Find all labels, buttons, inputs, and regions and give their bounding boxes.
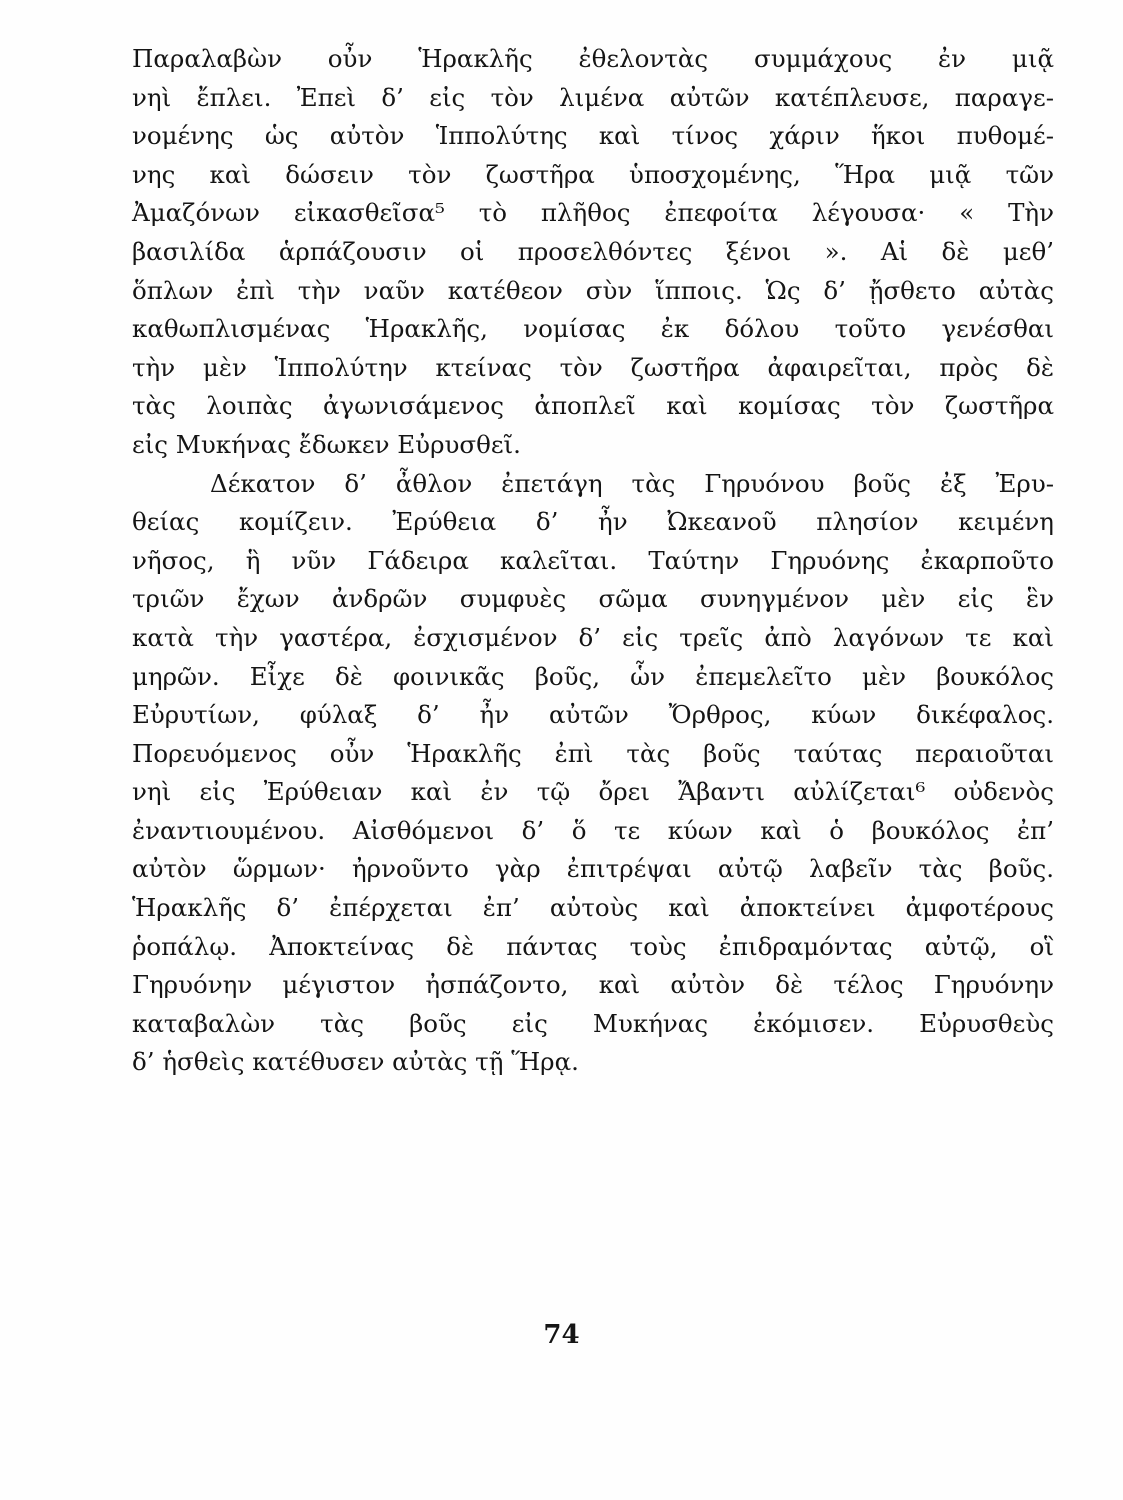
text-line: νῆσος, ἣ νῦν Γάδειρα καλεῖται. Ταύτην Γηρυόνης ἐκαρποῦτο	[132, 545, 1054, 575]
text-line: καθωπλισμένας Ἡρακλῆς, νομίσας ἐκ δόλου τοῦτο γενέσθαι	[132, 314, 1054, 344]
text-line: Ἀμαζόνων εἰκασθεῖσα⁵ τὸ πλῆθος ἐπεφοίτα λέγουσα· « Τὴν	[132, 198, 1054, 228]
text-line: αὐτὸν ὥρμων· ἠρνοῦντο γὰρ ἐπιτρέψαι αὐτῷ λαβεῖν τὰς βοῦς.	[132, 854, 1054, 884]
text-line: μηρῶν. Εἶχε δὲ φοινικᾶς βοῦς, ὧν ἐπεμελεῖτο μὲν βουκόλος	[132, 661, 1054, 691]
text-line: ὅπλων ἐπὶ τὴν ναῦν κατέθεον σὺν ἵπποις. Ὡς δ’ ᾔσθετο αὐτὰς	[132, 275, 1054, 305]
page-number: 74	[543, 1320, 580, 1350]
text-line: ἐναντιουμένου. Αἰσθόμενοι δ’ ὅ τε κύων καὶ ὁ βουκόλος ἐπ’	[132, 815, 1054, 845]
text-line: νης καὶ δώσειν τὸν ζωστῆρα ὑποσχομένης, Ἥρα μιᾷ τῶν	[132, 159, 1054, 189]
main-text	[132, 40, 1054, 1082]
text-line: εἰς Μυκήνας ἔδωκεν Εὐρυσθεῖ.	[132, 429, 521, 459]
text-line: νομένης ὡς αὐτὸν Ἱππολύτης καὶ τίνος χάριν ἥκοι πυθομέ-	[132, 121, 1054, 151]
text-line: θείας κομίζειν. Ἐρύθεια δ’ ἦν Ὠκεανοῦ πλησίον κειμένη	[132, 507, 1054, 537]
text-line: τριῶν ἔχων ἀνδρῶν συμφυὲς σῶμα συνηγμένον μὲν εἰς ἓν	[132, 584, 1054, 614]
text-line: κατὰ τὴν γαστέρα, ἐσχισμένον δ’ εἰς τρεῖς ἀπὸ λαγόνων τε καὶ	[132, 622, 1054, 652]
text-line: Εὐρυτίων, φύλαξ δ’ ἦν αὐτῶν Ὄρθρος, κύων δικέφαλος.	[132, 700, 1054, 730]
text-line: ῥοπάλῳ. Ἀποκτείνας δὲ πάντας τοὺς ἐπιδραμόντας αὐτῷ, οἳ	[132, 931, 1054, 961]
text-line: Γηρυόνην μέγιστον ἠσπάζοντο, καὶ αὐτὸν δὲ τέλος Γηρυόνην	[132, 970, 1054, 1000]
text-line: βασιλίδα ἁρπάζουσιν οἱ προσελθόντες ξένοι ». Αἱ δὲ μεθ’	[132, 236, 1054, 266]
text-line: Παραλαβὼν οὖν Ἡρακλῆς ἐθελοντὰς συμμάχους ἐν μιᾷ	[132, 44, 1054, 73]
text-line: δ’ ἡσθεὶς κατέθυσεν αὐτὰς τῇ Ἥρᾳ.	[132, 1047, 579, 1077]
text-line: νηὶ εἰς Ἐρύθειαν καὶ ἐν τῷ ὄρει Ἄβαντι αὐλίζεται⁶ οὐδενὸς	[132, 777, 1054, 807]
text-line: Πορευόμενος οὖν Ἡρακλῆς ἐπὶ τὰς βοῦς ταύτας περαιοῦται	[132, 738, 1054, 768]
text-line: καταβαλὼν τὰς βοῦς εἰς Μυκήνας ἐκόμισεν. Εὐρυσθεὺς	[132, 1008, 1054, 1038]
text-line: τὰς λοιπὰς ἀγωνισάμενος ἀποπλεῖ καὶ κομίσας τὸν ζωστῆρα	[132, 391, 1054, 421]
text-line: Ἡρακλῆς δ’ ἐπέρχεται ἐπ’ αὐτοὺς καὶ ἀποκτείνει ἀμφοτέρους	[132, 893, 1054, 923]
text-line: νηὶ ἔπλει. Ἐπεὶ δ’ εἰς τὸν λιμένα αὐτῶν κατέπλευσε, παραγε-	[132, 82, 1054, 112]
text-line: τὴν μὲν Ἱππολύτην κτείνας τὸν ζωστῆρα ἀφαιρεῖται, πρὸς δὲ	[132, 352, 1054, 382]
text-line: Δέκατον δ’ ἆθλον ἐπετάγη τὰς Γηρυόνου βοῦς ἐξ Ἐρυ-	[210, 468, 1054, 498]
